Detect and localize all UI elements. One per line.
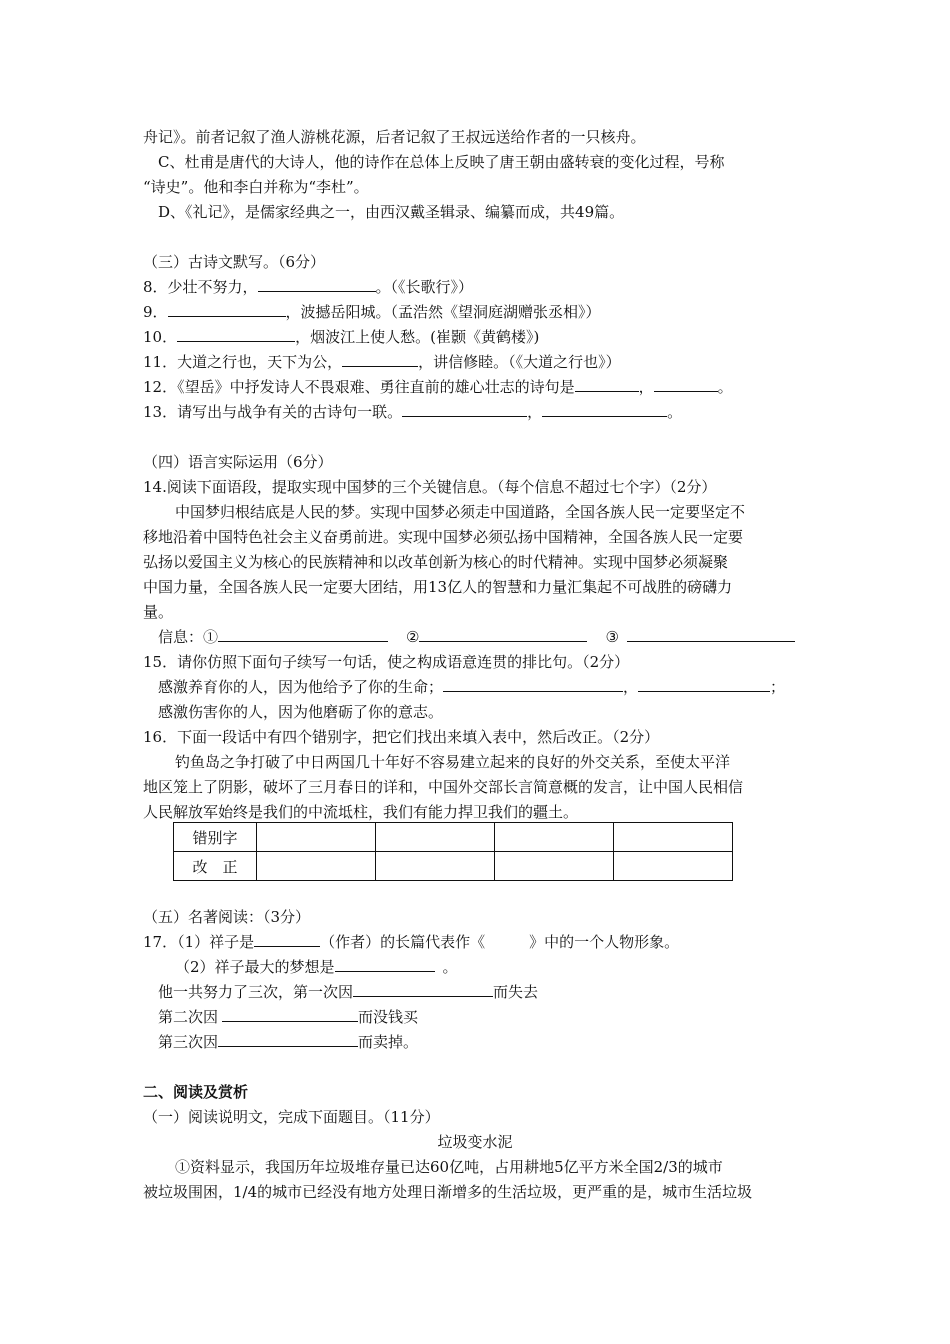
part-2-heading: 二、阅读及赏析 xyxy=(143,1083,249,1101)
blank-field[interactable] xyxy=(419,627,587,642)
question-8-text: 8．少壮不努力， xyxy=(143,278,258,296)
question-13-end: 。 xyxy=(667,403,683,421)
table-cell[interactable] xyxy=(257,823,376,852)
question-10-number: 10． xyxy=(143,328,178,346)
question-17-1 xyxy=(143,932,679,952)
passage-line: 移地沿着中国特色社会主义奋勇前进。实现中国梦必须弘扬中国精神，全国各族人民一定要 xyxy=(143,528,744,546)
blank-field[interactable] xyxy=(218,1032,358,1047)
info-answer-line xyxy=(158,627,795,647)
section-3-heading: （三）古诗文默写。（6分） xyxy=(143,253,326,271)
q17-2-end: 。 xyxy=(442,958,458,976)
attempt-line-1 xyxy=(158,982,538,1002)
question-10 xyxy=(143,327,539,347)
blank-field[interactable] xyxy=(254,932,320,947)
passage-line: 中国力量，全国各族人民一定要大团结，用13亿人的智慧和力量汇集起不可战胜的磅礴力 xyxy=(143,578,733,596)
question-15-line2: 感激伤害你的人，因为他磨砺了你的意志。 xyxy=(158,703,444,721)
table-cell[interactable] xyxy=(495,852,614,881)
question-8-source: 。（《长歌行》） xyxy=(375,278,474,296)
info-marker-3: ③ xyxy=(605,628,619,646)
attempt-1-end: 而失去 xyxy=(493,983,539,1001)
table-cell[interactable] xyxy=(376,823,495,852)
attempt-1-text: 他一共努力了三次，第一次因 xyxy=(158,983,354,1001)
question-12 xyxy=(143,377,733,397)
question-13-comma: ， xyxy=(527,403,543,421)
article-title: 垃圾变水泥 xyxy=(437,1133,513,1151)
option-c-line1: C、杜甫是唐代的大诗人，他的诗作在总体上反映了唐王朝由盛转衰的变化过程，号称 xyxy=(158,153,725,171)
table-row xyxy=(174,823,733,852)
blank-field[interactable] xyxy=(638,677,770,692)
question-13-text: 13．请写出与战争有关的古诗句一联。 xyxy=(143,403,403,421)
passage-line: 中国梦归根结底是人民的梦。实现中国梦必须走中国道路，全国各族人民一定要坚定不 xyxy=(175,503,746,521)
blank-field[interactable] xyxy=(168,302,286,317)
question-9-text: ，波撼岳阳城。（孟浩然《望洞庭湖赠张丞相》） xyxy=(285,303,601,321)
q17-text: 17．（1）祥子是 xyxy=(143,933,255,951)
q15-sentence-1: 感激养育你的人，因为他给予了你的生命； xyxy=(158,678,444,696)
passage-line: 量。 xyxy=(143,603,174,621)
q15-end: ； xyxy=(770,678,786,696)
article-line: 被垃圾围困，1/4的城市已经没有地方处理日渐增多的生活垃圾，更严重的是，城市生活垃圾 xyxy=(143,1183,753,1201)
blank-field[interactable] xyxy=(654,377,718,392)
question-11-source: ，讲信修睦。（《大道之行也》） xyxy=(418,353,621,371)
option-d: D、《礼记》，是儒家经典之一，由西汉戴圣辑录、编纂而成，共49篇。 xyxy=(158,203,625,221)
attempt-3-text: 第三次因 xyxy=(158,1033,219,1051)
part-2-subheading: （一）阅读说明文，完成下面题目。（11分） xyxy=(143,1108,440,1126)
attempt-2-end: 而没钱买 xyxy=(358,1008,419,1026)
question-13 xyxy=(143,402,682,422)
q17-text-2: （作者）的长篇代表作《 xyxy=(320,933,486,951)
question-8 xyxy=(143,277,473,297)
q17-text-3: 》中的一个人物形象。 xyxy=(529,933,680,951)
attempt-3-end: 而卖掉。 xyxy=(358,1033,419,1051)
question-16: 16．下面一段话中有四个错别字，把它们找出来填入表中，然后改正。（2分） xyxy=(143,728,660,746)
blank-field[interactable] xyxy=(335,957,435,972)
question-10-text: ，烟波江上使人愁。(崔颢《黄鹤楼》) xyxy=(295,328,540,346)
question-17-2 xyxy=(175,957,458,977)
blank-field[interactable] xyxy=(258,277,376,292)
option-c-line2: “诗史”。他和李白并称为“李杜”。 xyxy=(143,178,369,196)
q17-2-text: （2）祥子最大的梦想是 xyxy=(175,958,335,976)
info-label: 信息：① xyxy=(158,628,219,646)
q16-passage-line: 地区笼上了阴影，破坏了三月春日的详和，中国外交部长言简意概的发言，让中国人民相信 xyxy=(143,778,744,796)
blank-field[interactable] xyxy=(177,327,295,342)
correction-table xyxy=(173,822,733,881)
blank-field[interactable] xyxy=(353,982,493,997)
article-line: ①资料显示，我国历年垃圾堆存量已达60亿吨，占用耕地5亿平方米全国2/3的城市 xyxy=(175,1158,723,1176)
table-cell[interactable] xyxy=(614,852,733,881)
question-12-text: 12．《望岳》中抒发诗人不畏艰难、勇往直前的雄心壮志的诗句是 xyxy=(143,378,575,396)
question-15-line1 xyxy=(158,677,785,697)
attempt-line-3 xyxy=(158,1032,418,1052)
section-5-heading: （五）名著阅读：（3分） xyxy=(143,908,311,926)
q15-comma: ， xyxy=(623,678,639,696)
question-11 xyxy=(143,352,621,372)
question-14: 14.阅读下面语段，提取实现中国梦的三个关键信息。（每个信息不超过七个字）（2分） xyxy=(143,478,717,496)
question-12-end: 。 xyxy=(717,378,733,396)
question-11-text: 11．大道之行也，天下为公， xyxy=(143,353,343,371)
blank-field[interactable] xyxy=(218,627,388,642)
table-cell[interactable] xyxy=(614,823,733,852)
table-cell[interactable] xyxy=(257,852,376,881)
text-line: 舟记》。前者记叙了渔人游桃花源，后者记叙了王叔远送给作者的一只核舟。 xyxy=(143,128,646,146)
q16-passage-line: 人民解放军始终是我们的中流坻柱，我们有能力捍卫我们的疆土。 xyxy=(143,803,579,821)
section-4-heading: （四）语言实际运用（6分） xyxy=(143,453,333,471)
table-header-correct: 改 正 xyxy=(174,852,257,881)
passage-line: 弘扬以爱国主义为核心的民族精神和以改革创新为核心的时代精神。实现中国梦必须凝聚 xyxy=(143,553,729,571)
blank-field[interactable] xyxy=(542,402,667,417)
table-cell[interactable] xyxy=(376,852,495,881)
blank-field[interactable] xyxy=(222,1007,358,1022)
question-9-number: 9． xyxy=(143,303,168,321)
blank-field[interactable] xyxy=(627,627,795,642)
table-cell[interactable] xyxy=(495,823,614,852)
info-marker-2: ② xyxy=(406,628,420,646)
table-header-wrong-char: 错别字 xyxy=(174,823,257,852)
question-12-comma: ， xyxy=(638,378,654,396)
blank-field[interactable] xyxy=(402,402,527,417)
blank-field[interactable] xyxy=(443,677,623,692)
q16-passage-line: 钓鱼岛之争打破了中日两国几十年好不容易建立起来的良好的外交关系，至使太平洋 xyxy=(175,753,731,771)
attempt-2-text: 第二次因 xyxy=(158,1008,219,1026)
blank-field[interactable] xyxy=(575,377,639,392)
question-9 xyxy=(143,302,601,322)
question-15: 15．请你仿照下面句子续写一句话，使之构成语意连贯的排比句。（2分） xyxy=(143,653,630,671)
blank-field[interactable] xyxy=(342,352,418,367)
table-row xyxy=(174,852,733,881)
attempt-line-2 xyxy=(158,1007,418,1027)
